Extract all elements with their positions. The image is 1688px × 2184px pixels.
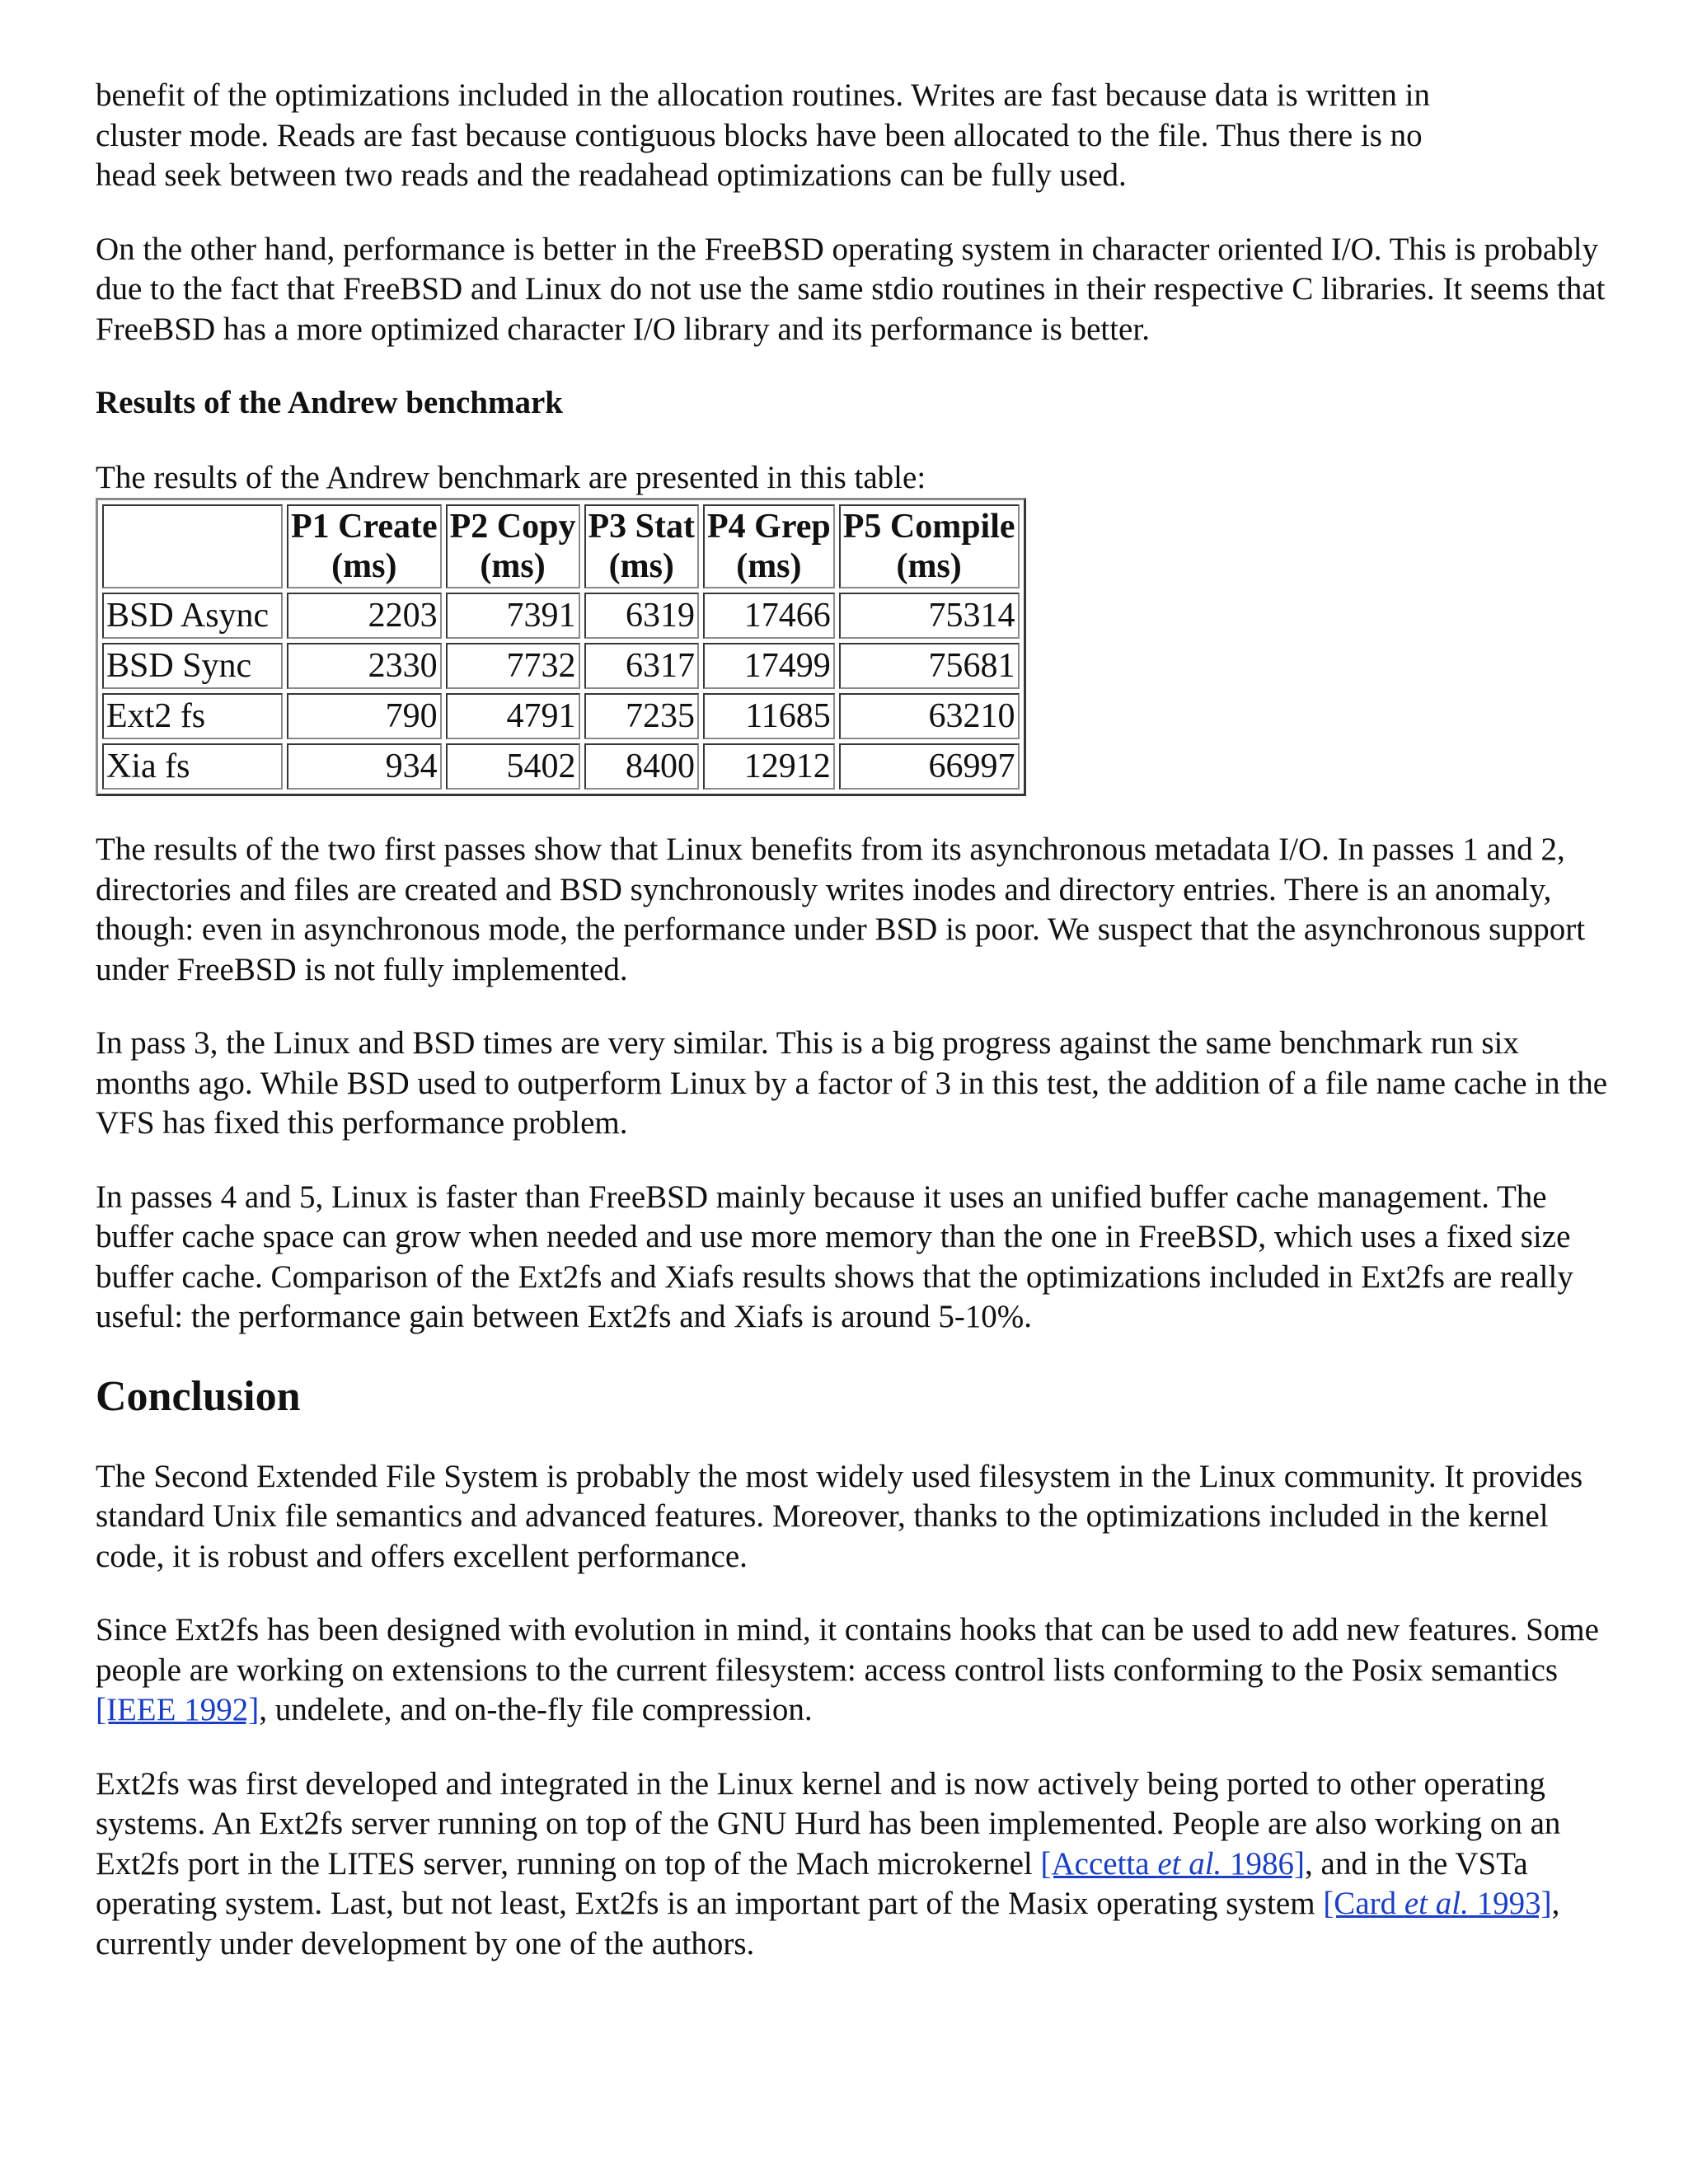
- table-header-p2: P2 Copy (ms): [446, 504, 580, 588]
- document-page: [96, 76, 1612, 1964]
- table-cell: 934: [287, 743, 442, 790]
- intro-paragraph-2: On the other hand, performance is better in the FreeBSD operating system in character oriented I/O. This is probably due to the fact that FreeBSD and Linux do not use the same stdio routines in their respective C libraries. It seems that FreeBSD has a more optimized character I/O library and its performance is better.: [96, 231, 1606, 347]
- conclusion-3-text: Ext2fs was first developed and integrated in the Linux kernel and is now actively being ported to other operating systems. An Ext2fs server running on top of the GNU Hurd has been implemented. People are also working on an Ext2fs port in the LITES server, running on top of the Mach microkernel: [96, 1765, 1561, 1882]
- table-header-row: [102, 504, 1020, 588]
- table-header-empty: [102, 504, 283, 588]
- table-cell: 6319: [584, 593, 700, 639]
- table-cell: 7391: [446, 593, 580, 639]
- table-cell: 75681: [839, 643, 1020, 689]
- table-cell: 6317: [584, 643, 700, 689]
- intro-line: benefit of the optimizations included in the allocation routines. Writes are fast because data is written in: [96, 77, 1430, 113]
- row-label: Ext2 fs: [102, 693, 283, 739]
- intro-line: cluster mode. Reads are fast because contiguous blocks have been allocated to the file. Thus there is no: [96, 117, 1423, 153]
- results-paragraph-2: In pass 3, the Linux and BSD times are very similar. This is a big progress against the same benchmark run six months ago. While BSD used to outperform Linux by a factor of 3 in this test, the addition of a file name cache in the VFS has fixed this performance problem.: [96, 1025, 1608, 1141]
- table-cell: 7235: [584, 693, 700, 739]
- table-cell: 7732: [446, 643, 580, 689]
- table-cell: 63210: [839, 693, 1020, 739]
- conclusion-3-text-end: , currently under development by one of the authors.: [96, 1886, 1560, 1961]
- andrew-benchmark-table: [96, 498, 1026, 796]
- table-header-p3: P3 Stat (ms): [584, 504, 700, 588]
- conclusion-paragraph-2: [96, 1610, 1612, 1731]
- table-cell: 4791: [446, 693, 580, 739]
- table-cell: 5402: [446, 743, 580, 790]
- table-row: [102, 743, 1020, 790]
- table-cell: 790: [287, 693, 442, 739]
- row-label: BSD Sync: [102, 643, 283, 689]
- table-cell: 17499: [703, 643, 835, 689]
- intro-paragraph-1: [96, 76, 1612, 196]
- ieee-1992-citation-link[interactable]: [IEEE 1992]: [96, 1692, 260, 1727]
- conclusion-heading: Conclusion: [96, 1372, 301, 1420]
- table-cell: 17466: [703, 593, 835, 639]
- table-header-p4: P4 Grep (ms): [703, 504, 835, 588]
- table-row: [102, 593, 1020, 639]
- table-cell: 75314: [839, 593, 1020, 639]
- conclusion-paragraph-1: The Second Extended File System is probably the most widely used filesystem in the Linux community. It provides standard Unix file semantics and advanced features. Moreover, thanks to the optimizations included in the kernel code, it is robust and offers excellent performance.: [96, 1458, 1583, 1574]
- table-header-p1: P1 Create (ms): [287, 504, 442, 588]
- conclusion-paragraph-3: [96, 1765, 1612, 1965]
- andrew-results-heading: Results of the Andrew benchmark: [96, 385, 563, 420]
- conclusion-3-text-mid: , and in the VSTa operating system. Last, but not least, Ext2fs is an important part of the Masix operating system: [96, 1845, 1528, 1921]
- conclusion-2-text: Since Ext2fs has been designed with evolution in mind, it contains hooks that can be used to add new features. Some people are working on extensions to the current filesystem: access control lists conforming to the Posix semantics: [96, 1612, 1599, 1688]
- table-row: [102, 643, 1020, 689]
- table-lead-text: The results of the Andrew benchmark are presented in this table:: [96, 459, 926, 495]
- table-cell: 2330: [287, 643, 442, 689]
- table-cell: 8400: [584, 743, 700, 790]
- table-cell: 11685: [703, 693, 835, 739]
- results-paragraph-1: The results of the two first passes show that Linux benefits from its asynchronous metadata I/O. In passes 1 and 2, directories and files are created and BSD synchronously writes inodes and directory entries. There is an anomaly, though: even in asynchronous mode, the performance under BSD is poor. We suspect that the asynchronous support under FreeBSD is not fully implemented.: [96, 832, 1586, 987]
- row-label: BSD Async: [102, 593, 283, 639]
- card-1993-citation-link[interactable]: [Card et al. 1993]: [1323, 1886, 1552, 1921]
- table-cell: 66997: [839, 743, 1020, 790]
- intro-line: head seek between two reads and the readahead optimizations can be fully used.: [96, 157, 1127, 193]
- conclusion-2-text-end: , undelete, and on-the-fly file compression.: [259, 1692, 813, 1727]
- table-row: [102, 693, 1020, 739]
- row-label: Xia fs: [102, 743, 283, 790]
- table-cell: 12912: [703, 743, 835, 790]
- accetta-1986-citation-link[interactable]: [Accetta et al. 1986]: [1040, 1845, 1306, 1882]
- table-cell: 2203: [287, 593, 442, 639]
- table-header-p5: P5 Compile (ms): [839, 504, 1020, 588]
- results-paragraph-3: In passes 4 and 5, Linux is faster than FreeBSD mainly because it uses an unified buffer cache management. The buffer cache space can grow when needed and use more memory than the one in FreeBSD, which uses a fixed size buffer cache. Comparison of the Ext2fs and Xiafs results shows that the optimizations included in Ext2fs are really useful: the performance gain between Ext2fs and Xiafs is around 5-10%.: [96, 1179, 1573, 1334]
